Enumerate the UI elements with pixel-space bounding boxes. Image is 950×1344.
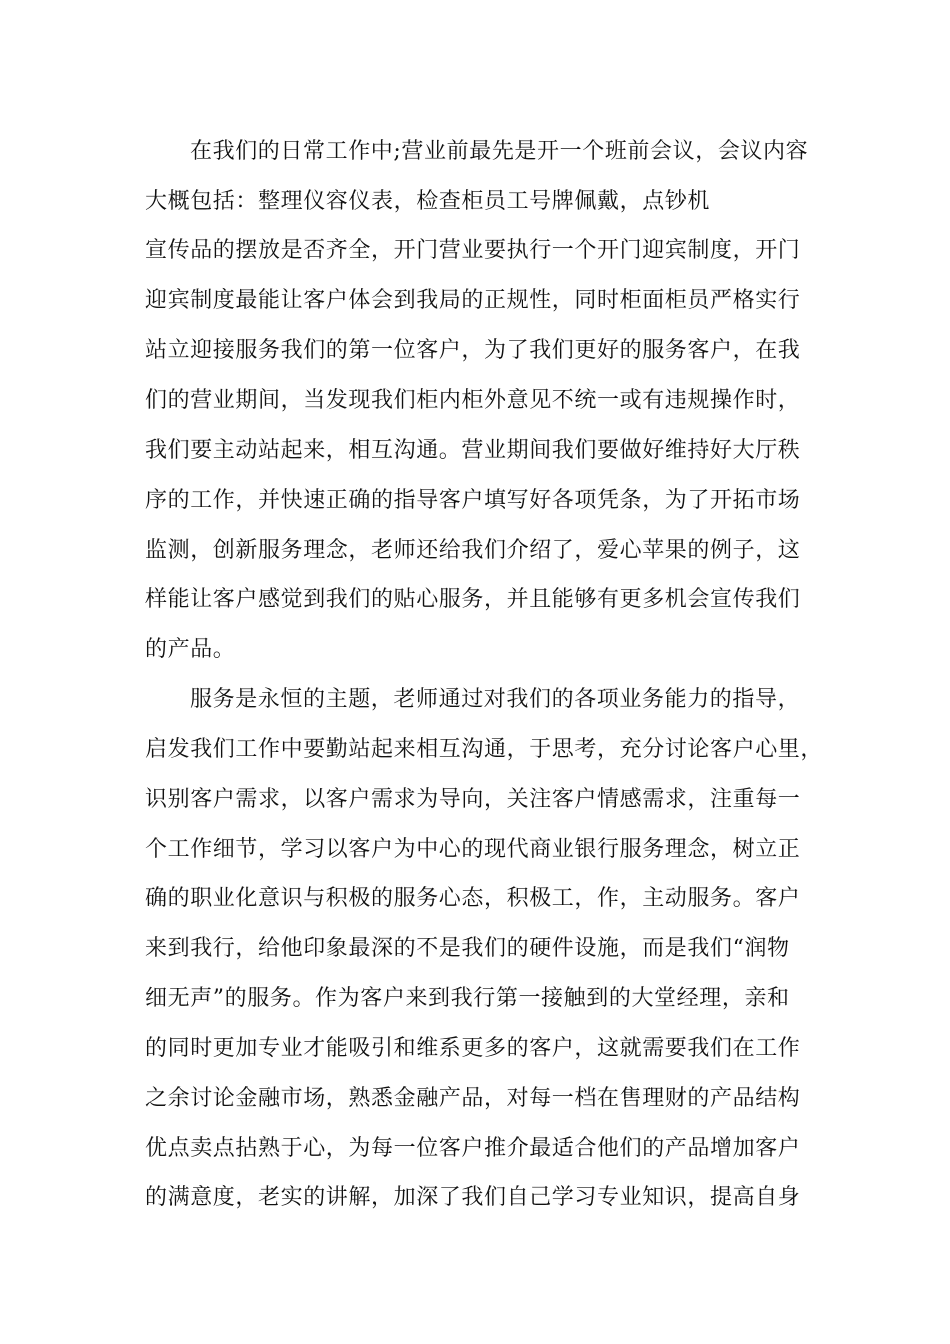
paragraph-2-line-3: 识别客户需求，以客户需求为导向，关注客户情感需求，注重每一 [145,787,801,812]
paragraph-2-line-7: 细无声”的服务。作为客户来到我行第一接触到的大堂经理，亲和 [145,986,790,1011]
paragraph-1-line-9: 监测，创新服务理念，老师还给我们介绍了，爱心苹果的例子，这 [145,538,801,563]
paragraph-1-line-10: 样能让客户感觉到我们的贴心服务，并且能够有更多机会宣传我们 [145,587,801,612]
paragraph-1-line-7: 我们要主动站起来，相互沟通。营业期间我们要做好维持好大厅秩 [145,438,801,463]
paragraph-1-line-6: 们的营业期间，当发现我们柜内柜外意见不统一或有违规操作时， [145,388,801,413]
paragraph-1-line-4: 迎宾制度最能让客户体会到我局的正规性，同时柜面柜员严格实行 [145,288,801,313]
paragraph-2-line-11: 的满意度，老实的讲解，加深了我们自己学习专业知识，提高自身 [145,1185,801,1210]
paragraph-1-line-2: 大概包括：整理仪容仪表，检查柜员工号牌佩戴，点钞机 [145,189,711,214]
paragraph-2-line-2: 启发我们工作中要勤站起来相互沟通，于思考，充分讨论客户心里， [145,737,824,762]
paragraph-2-line-4: 个工作细节，学习以客户为中心的现代商业银行服务理念，树立正 [145,837,801,862]
paragraph-1-line-5: 站立迎接服务我们的第一位客户，为了我们更好的服务客户，在我 [145,338,801,363]
paragraph-1-line-1: 在我们的日常工作中;营业前最先是开一个班前会议，会议内容 [190,139,809,164]
paragraph-1-line-8: 序的工作，并快速正确的指导客户填写好各项凭条，为了开拓市场 [145,488,801,513]
paragraph-2-line-10: 优点卖点拈熟于心，为每一位客户推介最适合他们的产品增加客户 [145,1136,801,1161]
paragraph-2-line-9: 之余讨论金融市场，熟悉金融产品，对每一档在售理财的产品结构 [145,1086,801,1111]
paragraph-2-line-5: 确的职业化意识与积极的服务心态，积极工，作，主动服务。客户 [145,886,801,911]
paragraph-1-line-11: 的产品。 [145,637,236,662]
paragraph-2-line-6: 来到我行，给他印象最深的不是我们的硬件设施，而是我们“润物 [145,936,790,961]
paragraph-2-line-1: 服务是永恒的主题，老师通过对我们的各项业务能力的指导， [190,687,801,712]
paragraph-1-line-3: 宣传品的摆放是否齐全，开门营业要执行一个开门迎宾制度，开门 [145,238,801,263]
paragraph-2-line-8: 的同时更加专业才能吸引和维系更多的客户，这就需要我们在工作 [145,1036,801,1061]
